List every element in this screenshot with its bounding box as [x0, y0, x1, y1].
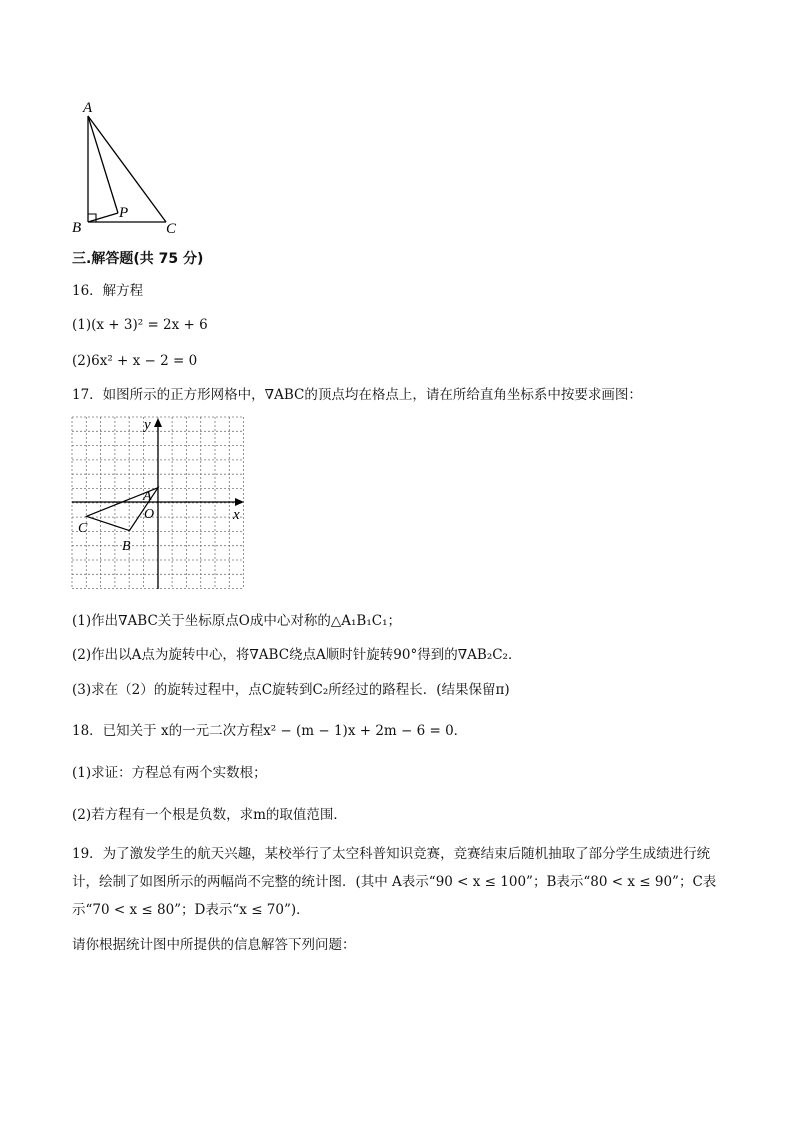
q17-part1: (1)作出∇ABC关于坐标原点O成中心对称的△A₁B₁C₁； — [72, 613, 401, 629]
grid-label-c: C — [78, 521, 88, 536]
q17-intro: 17．如图所示的正方形网格中，∇ABC的顶点均在格点上，请在所给直角坐标系中按要求画图： — [72, 387, 642, 403]
label-c: C — [166, 221, 177, 237]
grid-label-a: A — [143, 489, 152, 504]
y-axis-arrow — [154, 418, 162, 427]
segment-ap — [88, 116, 118, 213]
q16-part2: (2)6x² + x − 2 = 0 — [72, 353, 198, 369]
q16-title: 16．解方程 — [72, 283, 144, 299]
label-b: B — [72, 220, 82, 236]
q17-part2: (2)作出以A点为旋转中心，将∇ABC绕点A顺时针旋转90°得到的∇AB₂C₂． — [72, 647, 522, 663]
grid-label-b: B — [122, 539, 131, 554]
q19-ask: 请你根据统计图中所提供的信息解答下列问题： — [72, 937, 356, 953]
grid-label-o: O — [144, 507, 155, 522]
triangle-figure — [66, 100, 196, 240]
coordinate-grid — [70, 415, 250, 591]
label-a: A — [83, 100, 93, 116]
grid-label-y: y — [144, 417, 151, 433]
q18-part1: (1)求证：方程总有两个实数根； — [72, 765, 267, 781]
q18-part2: (2)若方程有一个根是负数，求m的取值范围． — [72, 807, 347, 823]
x-axis-arrow — [235, 498, 244, 506]
q17-part3: (3)求在（2）的旋转过程中，点C旋转到C₂所经过的路程长．(结果保留π) — [72, 682, 510, 698]
q18-intro: 18．已知关于 x的一元二次方程x² − (m − 1)x + 2m − 6 = 0． — [72, 723, 468, 739]
label-p: P — [119, 205, 129, 221]
grid-label-x: x — [233, 507, 240, 523]
q16-part1: (1)(x + 3)² = 2x + 6 — [72, 317, 208, 333]
q19-intro: 19．为了激发学生的航天兴趣，某校举行了太空科普知识竞赛，竞赛结束后随机抽取了部分学生成绩进行统计，绘制了如图所示的两幅尚不完整的统计图．(其中 A表示“90 < x ≤ 100”；B表示“80 < x ≤ 90”；C表示“70 < x ≤ 80”；D表示“x ≤ 70”)． — [72, 846, 717, 918]
section-title: 三.解答题(共 75 分) — [72, 251, 204, 267]
